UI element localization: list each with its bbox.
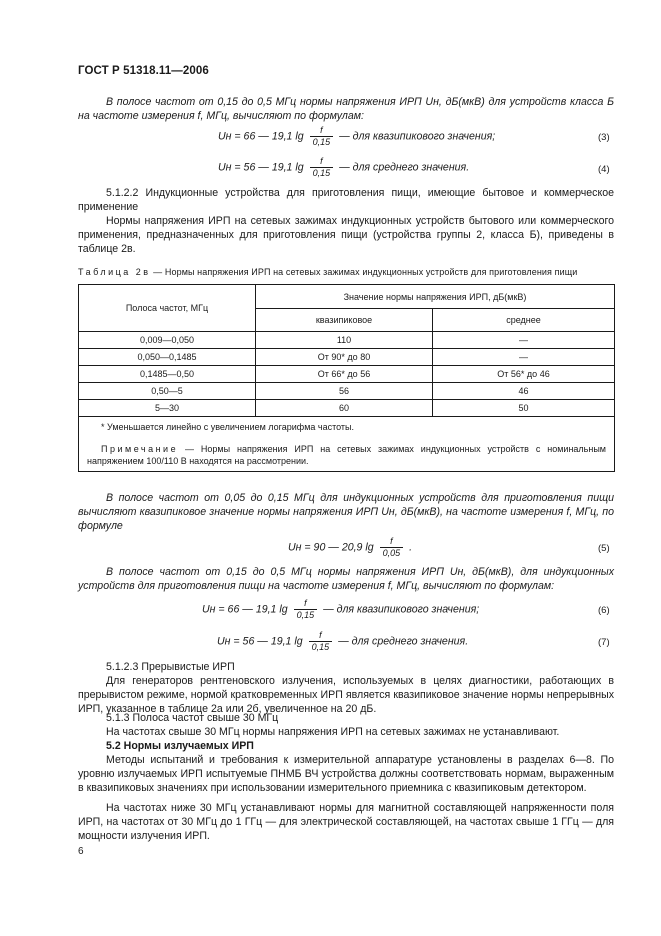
formula-4-denominator: 0,15 <box>310 167 334 179</box>
cell-band: 5—30 <box>79 400 256 417</box>
formula-4-rhs: — для среднего значения. <box>339 161 470 174</box>
table-row <box>79 349 615 366</box>
formula-6-fraction <box>294 598 318 621</box>
section-5-1-2-2-text: Нормы напряжения ИРП на сетевых зажимах индукционных устройств бытового или коммерческого применения, предназначенных для приготовления пищи (устройства группы 2, класса Б), приведены в таблице 2в. <box>78 215 614 255</box>
section-5-1-3-text: На частотах свыше 30 МГц нормы напряжения ИРП на сетевых зажимах не устанавливают. <box>106 726 560 738</box>
cell-quasi-peak: 60 <box>256 400 433 417</box>
formula-5-denominator: 0,05 <box>380 547 404 559</box>
formula-4-fraction <box>310 156 334 179</box>
cell-quasi-peak: 56 <box>256 383 433 400</box>
formula-3-numerator: f <box>320 125 323 135</box>
table-row <box>79 383 615 400</box>
page-number: 6 <box>78 846 84 857</box>
table-row <box>79 332 615 349</box>
cell-average: 50 <box>433 400 615 417</box>
table-caption-text: — Нормы напряжения ИРП на сетевых зажимах индукционных устройств для приготовления пищи <box>150 267 578 277</box>
formula-6-lhs: Uн = 66 — 19,1 lg <box>202 603 288 616</box>
table-row <box>79 400 615 417</box>
formula-6-rhs: — для квазипикового значения; <box>323 603 480 616</box>
formula-7-numerator: f <box>319 630 322 640</box>
table-footnote-row <box>79 417 615 472</box>
cell-average: От 56* до 46 <box>433 366 615 383</box>
cell-band: 0,050—0,1485 <box>79 349 256 366</box>
document-header: ГОСТ Р 51318.11—2006 <box>78 65 209 77</box>
formula-4 <box>218 156 469 179</box>
cell-band: 0,50—5 <box>79 383 256 400</box>
table-footnote: * Уменьшается линейно с увеличением логарифма частоты. <box>101 422 354 432</box>
cell-average: — <box>433 332 615 349</box>
section-5-1-2-3-text: Для генераторов рентгеновского излучения, используемых в целях диагностики, работающих в прерывистом режиме, нормой кратковременных ИРП является квазипиковое значение нормы непрерывных ИРП, указанное в таблице 2а или 2б, увеличенное на 20 дБ. <box>78 675 614 715</box>
section-5-1-2-3-heading: 5.1.2.3 Прерывистые ИРП <box>106 661 235 673</box>
after-table-paragraph-2: В полосе частот от 0,15 до 0,5 МГц нормы напряжения ИРП Uн, дБ(мкВ), для индукционных устройств для приготовления пищи на частоте измерения f, МГц, вычисляют по формулам: <box>78 566 614 592</box>
equation-number-4: (4) <box>598 164 610 175</box>
equation-number-6: (6) <box>598 605 610 616</box>
table-note-text: — Нормы напряжения ИРП на сетевых зажимах индукционных устройств с номинальным напряжением 100/110 В находятся на рассмотрении. <box>87 444 606 466</box>
table-caption <box>78 265 577 279</box>
cell-average: 46 <box>433 383 615 400</box>
section-5-1-2-2-heading: 5.1.2.2 Индукционные устройства для приготовления пищи, имеющие бытовое и коммерческое применение <box>78 187 614 213</box>
section-5-1-3-heading: 5.1.3 Полоса частот свыше 30 МГц <box>106 712 279 724</box>
cell-quasi-peak: От 66* до 56 <box>256 366 433 383</box>
formula-6-numerator: f <box>304 598 307 608</box>
header-band: Полоса частот, МГц <box>79 285 256 332</box>
formula-3-rhs: — для квазипикового значения; <box>339 130 496 143</box>
intro-paragraph: В полосе частот от 0,15 до 0,5 МГц нормы напряжения ИРП Uн, дБ(мкВ) для устройств класса Б на частоте измерения f, МГц, вычисляют по формулам: <box>78 96 614 122</box>
table-note-label: Примечание <box>101 444 179 454</box>
after-table-paragraph-1: В полосе частот от 0,05 до 0,15 МГц для индукционных устройств для приготовления пищи вычисляют квазипиковое значение нормы напряжения ИРП Uн, дБ(мкВ), на частоте измерения f, МГц, по формуле <box>78 492 614 532</box>
formula-6 <box>202 598 479 621</box>
formula-5-fraction <box>380 536 404 559</box>
formula-5 <box>288 536 412 559</box>
formula-7-fraction <box>309 630 333 653</box>
table-row <box>79 366 615 383</box>
cell-band: 0,009—0,050 <box>79 332 256 349</box>
formula-7 <box>217 630 468 653</box>
section-5-2-paragraph-1: Методы испытаний и требования к измерительной аппаратуре установлены в разделах 6—8. По уровню излучаемых ИРП испытуемые ПНМБ ВЧ устройства должны соответствовать нормам, выраженным в квазипиковых значениях при использовании измерительного приемника с квазипиковым детектором. <box>78 754 614 794</box>
formula-5-numerator: f <box>390 536 393 546</box>
equation-number-5: (5) <box>598 543 610 554</box>
cell-quasi-peak: От 90* до 80 <box>256 349 433 366</box>
formula-7-rhs: — для среднего значения. <box>338 635 469 648</box>
table-note <box>87 443 606 467</box>
cell-average: — <box>433 349 615 366</box>
formula-3 <box>218 125 495 148</box>
equation-number-3: (3) <box>598 132 610 143</box>
cell-quasi-peak: 110 <box>256 332 433 349</box>
table-caption-label: Таблица 2в <box>78 267 151 277</box>
formula-5-lhs: Uн = 90 — 20,9 lg <box>288 541 374 554</box>
formula-7-denominator: 0,15 <box>309 641 333 653</box>
formula-7-lhs: Uн = 56 — 19,1 lg <box>217 635 303 648</box>
cell-band: 0,1485—0,50 <box>79 366 256 383</box>
limits-table <box>78 284 615 472</box>
formula-6-denominator: 0,15 <box>294 609 318 621</box>
equation-number-7: (7) <box>598 637 610 648</box>
formula-5-rhs: . <box>409 541 413 554</box>
table-footnote-cell <box>79 417 615 472</box>
formula-3-fraction <box>310 125 334 148</box>
section-5-2-paragraph-2: На частотах ниже 30 МГц устанавливают нормы для магнитной составляющей напряженности поля ИРП, на частотах от 30 МГц до 1 ГГц — для электрической составляющей, на частотах свыше 1 ГГц — для мощности излучения ИРП. <box>78 802 614 842</box>
header-value-group: Значение нормы напряжения ИРП, дБ(мкВ) <box>256 285 615 309</box>
section-5-2-heading: 5.2 Нормы излучаемых ИРП <box>106 740 254 752</box>
header-quasi-peak: квазипиковое <box>256 309 433 332</box>
formula-4-numerator: f <box>320 156 323 166</box>
formula-4-lhs: Uн = 56 — 19,1 lg <box>218 161 304 174</box>
formula-3-denominator: 0,15 <box>310 136 334 148</box>
header-average: среднее <box>433 309 615 332</box>
formula-3-lhs: Uн = 66 — 19,1 lg <box>218 130 304 143</box>
